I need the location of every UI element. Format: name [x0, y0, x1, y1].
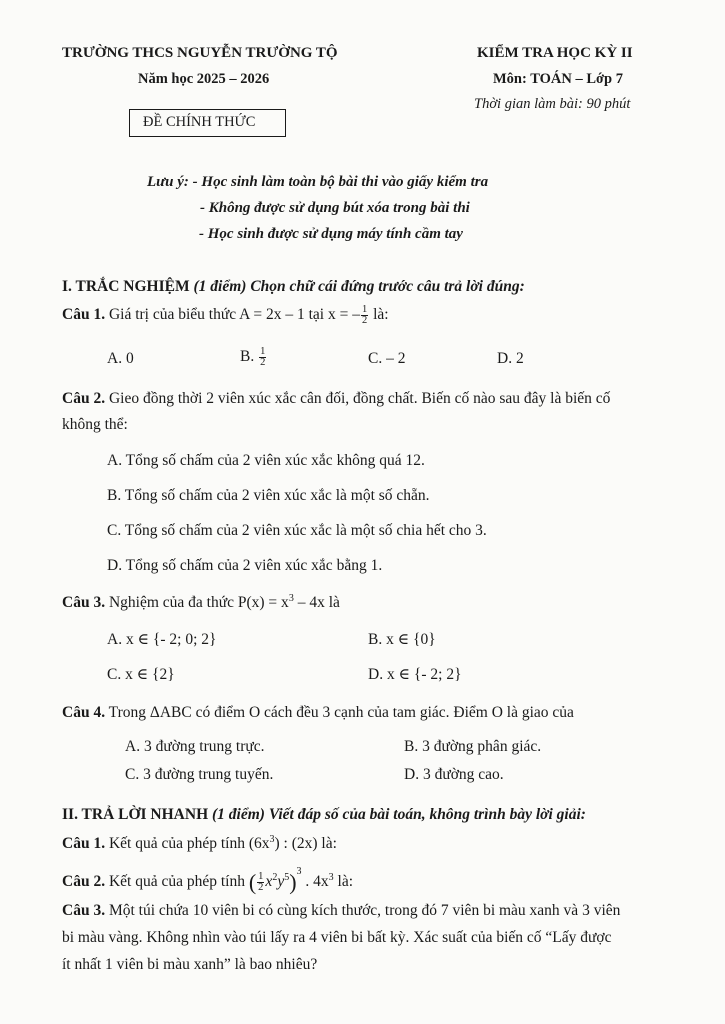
part2-instruction: Viết đáp số của bài toán, không trình bày lời giải: [264, 806, 586, 823]
part1-points: (1 điểm) [193, 278, 247, 295]
p1-q3-option-b: B. x ∈ {0} [368, 631, 436, 648]
question-text: Giá trị của biểu thức A = 2x – 1 tại x = – [105, 306, 360, 324]
note-label: Lưu ý: [147, 174, 189, 190]
p1-q2-option-c: C. Tổng số chấm của 2 viên xúc xắc là một số chia hết cho 3. [107, 522, 487, 539]
part2-title: II. TRẢ LỜI NHANH [62, 806, 209, 823]
p1-q2-option-a: A. Tổng số chấm của 2 viên xúc xắc không quá 12. [107, 452, 425, 469]
question-text-end: ) : (2x) là: [274, 835, 337, 853]
question-label: Câu 1. [62, 835, 106, 853]
fraction-denominator: 2 [361, 315, 368, 326]
exponent: 5 [284, 871, 290, 883]
question-text: Nghiệm của đa thức P(x) = x [105, 594, 289, 612]
p1-q1-option-a: A. 0 [107, 350, 134, 367]
p1-question-2-line-2: không thể: [62, 416, 128, 433]
official-label: ĐỀ CHÍNH THỨC [143, 114, 256, 130]
note-line-1 [147, 174, 488, 191]
part1-heading [62, 278, 525, 296]
part2-heading [62, 806, 586, 824]
p1-q2-option-d: D. Tổng số chấm của 2 viên xúc xắc bằng 1. [107, 557, 383, 574]
question-text: Kết quả của phép tính [105, 873, 249, 890]
part1-title: I. TRẮC NGHIỆM [62, 278, 190, 295]
note-line-2: - Không được sử dụng bút xóa trong bài thi [200, 200, 470, 216]
p1-q3-option-a: A. x ∈ {- 2; 0; 2} [107, 631, 217, 648]
p1-question-2 [62, 390, 610, 408]
p1-q4-option-b: B. 3 đường phân giác. [404, 738, 542, 755]
p1-q4-option-a: A. 3 đường trung trực. [125, 738, 265, 755]
close-paren: ) [289, 869, 297, 895]
fraction [257, 872, 264, 893]
question-label: Câu 3. [62, 594, 106, 612]
exponent: 3 [269, 834, 275, 845]
outer-exponent: 3 [296, 866, 302, 877]
var-x: x [265, 873, 273, 890]
p1-question-1 [62, 305, 389, 326]
p1-question-3 [62, 593, 340, 612]
p1-question-4 [62, 704, 574, 722]
question-text: Trong ΔABC có điểm O cách đều 3 cạnh của tam giác. Điểm O là giao của [105, 704, 574, 721]
fraction [361, 305, 368, 326]
exam-time: Thời gian làm bài: 90 phút [474, 96, 631, 112]
question-label: Câu 3. [62, 902, 106, 919]
fraction-numerator: 1 [361, 304, 368, 315]
question-label: Câu 4. [62, 704, 106, 721]
p2-question-2 [62, 866, 353, 895]
fraction-denominator: 2 [260, 357, 266, 368]
p1-q3-option-c: C. x ∈ {2} [107, 666, 175, 683]
exponent: 3 [288, 593, 294, 604]
p2-question-3-line-3: ít nhất 1 viên bi màu xanh” là bao nhiêu? [62, 956, 318, 973]
option-label: B. [240, 348, 255, 366]
question-text: Kết quả của phép tính (6x [105, 835, 270, 853]
question-label: Câu 2. [62, 390, 106, 407]
question-text-end: là: [369, 306, 389, 324]
question-text: Một túi chứa 10 viên bi có cùng kích thước, trong đó 7 viên bi màu xanh và 3 viên [105, 902, 621, 919]
exponent: 3 [328, 871, 334, 883]
school-name: TRƯỜNG THCS NGUYỄN TRƯỜNG TỘ [62, 45, 338, 61]
fraction [259, 347, 266, 368]
p1-q1-option-d: D. 2 [497, 350, 524, 367]
question-text-end: – 4x là [293, 594, 340, 612]
exam-title: KIỂM TRA HỌC KỲ II [477, 45, 633, 61]
fraction-numerator: 1 [260, 346, 266, 357]
p1-q4-option-d: D. 3 đường cao. [404, 766, 504, 783]
note-line-3: - Học sinh được sử dụng máy tính cầm tay [199, 226, 463, 242]
p2-question-1 [62, 834, 337, 853]
p2-question-3 [62, 902, 620, 920]
note-1-text: - Học sinh làm toàn bộ bài thi vào giấy kiểm tra [188, 174, 489, 190]
p2-question-3-line-2: bi màu vàng. Không nhìn vào túi lấy ra 4 viên bi bất kỳ. Xác suất của biến cố “Lấy được [62, 929, 612, 946]
var-y: y [277, 873, 285, 890]
p1-q1-option-c: C. – 2 [368, 350, 406, 367]
part1-instruction: Chọn chữ cái đứng trước câu trả lời đúng: [246, 278, 525, 295]
tail-text: . 4x [301, 873, 329, 890]
p1-q3-option-d: D. x ∈ {- 2; 2} [368, 666, 462, 683]
p1-q1-option-b [240, 347, 267, 368]
p1-q2-option-b: B. Tổng số chấm của 2 viên xúc xắc là một số chẵn. [107, 487, 430, 504]
part2-points: (1 điểm) [212, 806, 265, 823]
exam-subject: Môn: TOÁN – Lớp 7 [493, 71, 623, 87]
question-text-end: là: [333, 873, 354, 890]
fraction-numerator: 1 [258, 870, 264, 882]
fraction-denominator: 2 [258, 881, 264, 893]
p1-q4-option-c: C. 3 đường trung tuyến. [125, 766, 274, 783]
question-label: Câu 1. [62, 306, 106, 324]
school-year: Năm học 2025 – 2026 [138, 71, 270, 87]
open-paren: ( [248, 869, 257, 895]
question-label: Câu 2. [62, 873, 106, 890]
question-text: Gieo đồng thời 2 viên xúc xắc cân đối, đồng chất. Biến cố nào sau đây là biến cố [105, 390, 611, 407]
exponent: 2 [272, 871, 278, 883]
